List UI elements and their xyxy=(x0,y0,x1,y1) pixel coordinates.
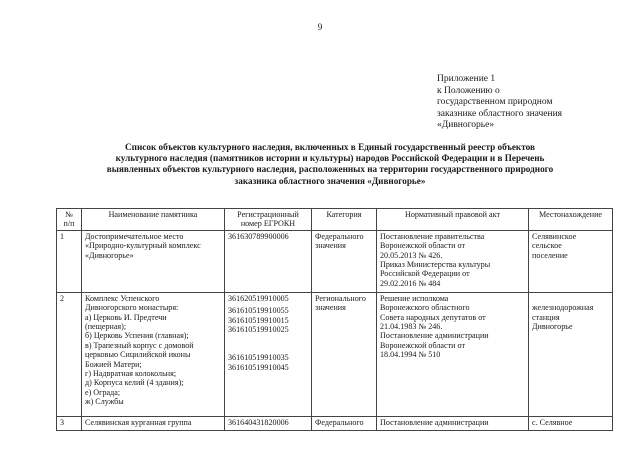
heritage-objects-table xyxy=(56,208,613,431)
table-row xyxy=(57,416,613,430)
category: Федерального xyxy=(312,416,377,430)
header-location: Местонахождение xyxy=(529,209,613,231)
category: Регионального значения xyxy=(312,292,377,416)
appendix-line: к Положению о xyxy=(437,85,500,96)
row-number: 3 xyxy=(57,416,82,430)
legal-act: Постановление администрации xyxy=(377,416,529,430)
header-registration-number: Регистрационный номер ЕГРОКН xyxy=(225,209,312,231)
header-legal-act: Нормативный правовой акт xyxy=(377,209,529,231)
appendix-line: «Дивногорье» xyxy=(437,120,495,131)
header-name: Наименование памятника xyxy=(82,209,225,231)
registration-number: 361620519910005 361610519910055 361610519910015 361610519910025 361610519910035 361610519910045 xyxy=(225,292,312,416)
legal-act: Постановление правительства Воронежской области от 20.05.2013 № 426. Приказ Министерства культуры Российской Федерации от 29.02.2016 № 484 xyxy=(377,230,529,292)
registration-number: 361630789900006 xyxy=(225,230,312,292)
appendix-line: государственном природном xyxy=(437,97,553,108)
row-number: 1 xyxy=(57,230,82,292)
table-row xyxy=(57,292,613,416)
row-number: 2 xyxy=(57,292,82,416)
registration-number: 361640431820006 xyxy=(225,416,312,430)
header-category: Категория xyxy=(312,209,377,231)
table-row xyxy=(57,230,613,292)
category: Федерального значения xyxy=(312,230,377,292)
monument-name: Комплекс Успенского Дивногорского монастыря: а) Церковь И. Предтечи (пещерная); б) Церковь Успения (главная); в) Трапезный корпус с домовой церковью Сицилийской иконы Божией Матери; г) Надвратная колокольня; д) Корпуса келий (4 здания); е) Ограда; ж) Службы xyxy=(82,292,225,416)
document-title xyxy=(55,142,605,187)
page-number: 9 xyxy=(317,22,323,32)
title-line: Список объектов культурного наследия, включенных в Единый государственный реестр объектов xyxy=(125,142,535,152)
table-header-row xyxy=(57,209,613,231)
legal-act: Решение исполкома Воронежского областного Совета народных депутатов от 21.04.1983 № 246. Постановление администрации Воронежской области от 18.04.1994 № 510 xyxy=(377,292,529,416)
location: Селявинское сельское поселение xyxy=(529,230,613,292)
location: железнодорожная станция Дивногорье xyxy=(529,292,613,416)
appendix-line: Приложение 1 xyxy=(437,74,496,84)
monument-name: Достопримечательное место «Природно-культурный комплекс «Дивногорье» xyxy=(82,230,225,292)
monument-name: Селявинская курганная группа xyxy=(82,416,225,430)
title-line: заказника областного значения «Дивногорье» xyxy=(234,175,426,186)
appendix-note xyxy=(437,74,562,132)
appendix-line: заказнике областного значения xyxy=(437,108,563,119)
title-line: культурного наследия (памятников истории и культуры) народов Российской Федерации и в Перечень xyxy=(115,153,545,164)
title-line: выявленных объектов культурного наследия, расположенных на территории государственного природного xyxy=(106,164,554,175)
header-number: № п/п xyxy=(57,209,82,231)
location: с. Селявное xyxy=(529,416,613,430)
